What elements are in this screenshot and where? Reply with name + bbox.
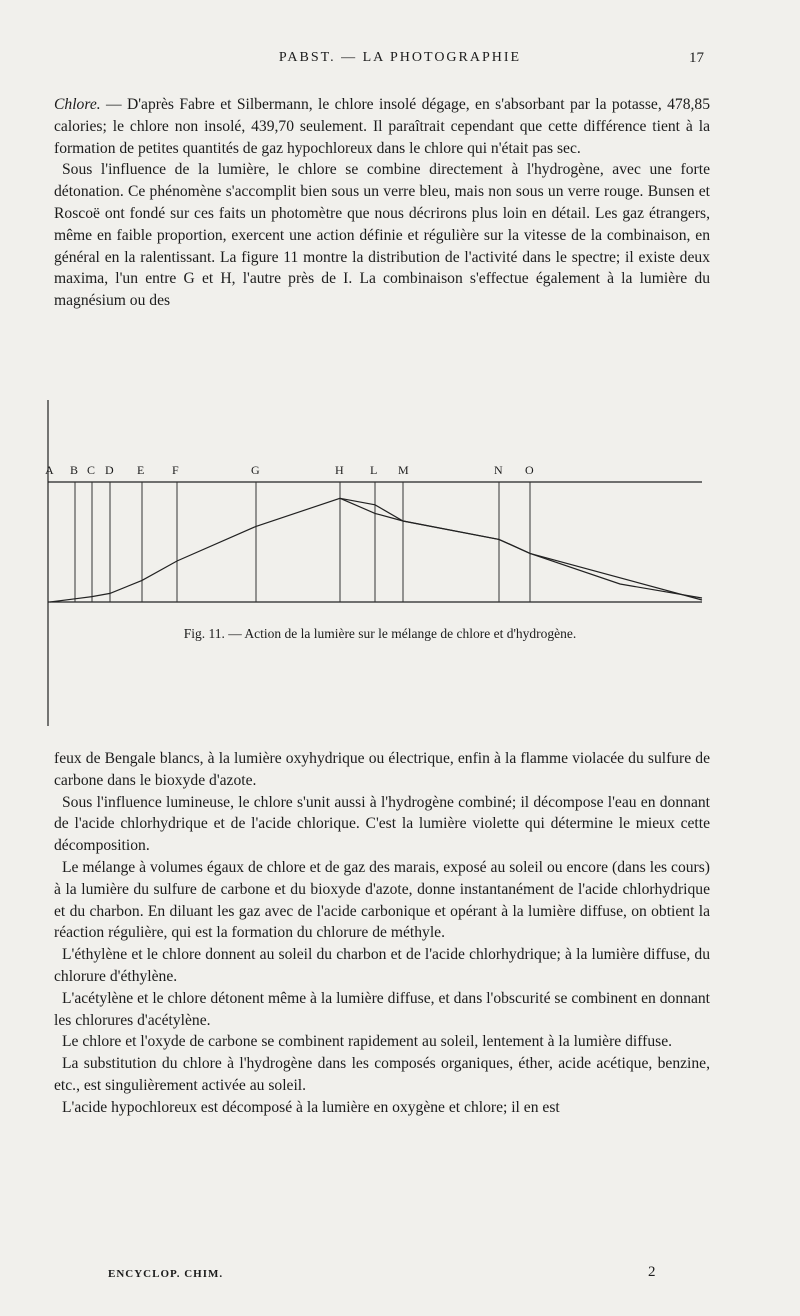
spectral-labels xyxy=(45,463,534,477)
text-block-top xyxy=(54,94,710,312)
spectral-label: B xyxy=(70,463,79,477)
paragraph xyxy=(54,94,710,159)
footer-sheet-number: 2 xyxy=(648,1264,656,1280)
paragraph xyxy=(54,857,710,944)
figure-caption: Fig. 11. — Action de la lumière sur le mélange de chlore et d'hydrogène. xyxy=(183,626,577,641)
text-block-bottom xyxy=(54,748,710,1119)
spectral-label: N xyxy=(494,463,503,477)
spectral-label: A xyxy=(45,463,54,477)
footer-signature: ENCYCLOP. CHIM. xyxy=(108,1268,224,1280)
activity-curves xyxy=(50,498,702,602)
paragraph-text: Sous l'influence lumineuse, le chlore s'unit aussi à l'hydrogène combiné; il décompose l'eau en donnant de l'acide chlorhydrique et de l'acide chlorique. C'est la lumière violette qui détermine le mieux cette décomposition. xyxy=(54,793,710,855)
spectral-label: L xyxy=(370,463,378,477)
spectral-label: O xyxy=(525,463,534,477)
paragraph-text: Le chlore et l'oxyde de carbone se combinent rapidement au soleil, lentement à la lumière diffuse. xyxy=(62,1033,673,1051)
spectral-lines xyxy=(75,482,530,602)
figure-spectrum xyxy=(30,396,730,736)
spectral-label: C xyxy=(87,463,96,477)
paragraph-text: L'acide hypochloreux est décomposé à la lumière en oxygène et chlore; il en est xyxy=(62,1098,560,1116)
spectral-label: H xyxy=(335,463,344,477)
paragraph xyxy=(54,944,710,988)
paragraph-text: — D'après Fabre et Silbermann, le chlore insolé dégage, en s'absorbant par la potasse, 478,85 calories; le chlore non insolé, 439,70 seulement. Il paraîtrait cependant que cette différence tient à la formation de petites quantités de gaz hypochloreux dans le chlore qui n'était pas sec. xyxy=(54,96,710,157)
paragraph-text: L'éthylène et le chlore donnent au soleil du charbon et de l'acide chlorhydrique; à la lumière diffuse, du chlorure d'éthylène. xyxy=(54,946,710,985)
paragraph xyxy=(54,748,710,792)
paragraph xyxy=(54,1053,710,1097)
paragraph-text: Sous l'influence de la lumière, le chlore se combine directement à l'hydrogène, avec une forte détonation. Ce phénomène s'accomplit bien sous un verre bleu, mais non sous un verre rouge. Bunsen et Roscoë ont fondé sur ces faits un photomètre que nous décrirons plus loin en détail. Les gaz étrangers, même en faible proportion, exercent une action définie et régulière sur la vitesse de la combinaison, en général en la ralentissant. La figure 11 montre la distribution de l'activité dans le spectre; il existe deux maxima, l'un entre G et H, l'autre près de I. La combinaison s'effectue également à la lumière du magnésium ou des xyxy=(54,161,710,310)
paragraph xyxy=(54,792,710,857)
paragraph xyxy=(54,1097,710,1119)
running-title: PABST. — LA PHOTOGRAPHIE xyxy=(278,50,522,65)
spectral-label: M xyxy=(398,463,409,477)
paragraph-text: feux de Bengale blancs, à la lumière oxyhydrique ou électrique, enfin à la flamme violacée du sulfure de carbone dans le bioxyde d'azote. xyxy=(54,750,710,789)
spectral-label: G xyxy=(251,463,260,477)
page-number: 17 xyxy=(689,50,704,66)
spectral-label: D xyxy=(105,463,114,477)
spectral-label: E xyxy=(137,463,145,477)
paragraph-text: L'acétylène et le chlore détonent même à la lumière diffuse, et dans l'obscurité se combinent en donnant les chlorures d'acétylène. xyxy=(54,989,710,1029)
paragraph-text: La substitution du chlore à l'hydrogène dans les composés organiques, éther, acide acétique, benzine, etc., est singulièrement activée au soleil. xyxy=(54,1055,710,1094)
spectrum-chart xyxy=(30,396,730,736)
paragraph-lead: Chlore. xyxy=(54,96,101,113)
paragraph-text: Le mélange à volumes égaux de chlore et de gaz des marais, exposé au soleil ou encore (dans les cours) à la lumière du sulfure de carbone et du bioxyde d'azote, donne instantanément de l'acide chlorhydrique et du charbon. En diluant les gaz avec de l'acide carbonique et opérant à la lumière diffuse, on obtient la réaction régulière, qui est la formation du chlorure de méthyle. xyxy=(54,858,710,942)
paragraph xyxy=(54,159,710,312)
paragraph xyxy=(54,1031,710,1053)
spectral-label: F xyxy=(172,463,179,477)
paragraph xyxy=(54,988,710,1032)
activity-curve-upper xyxy=(50,498,702,602)
activity-curve-lower xyxy=(340,498,702,600)
